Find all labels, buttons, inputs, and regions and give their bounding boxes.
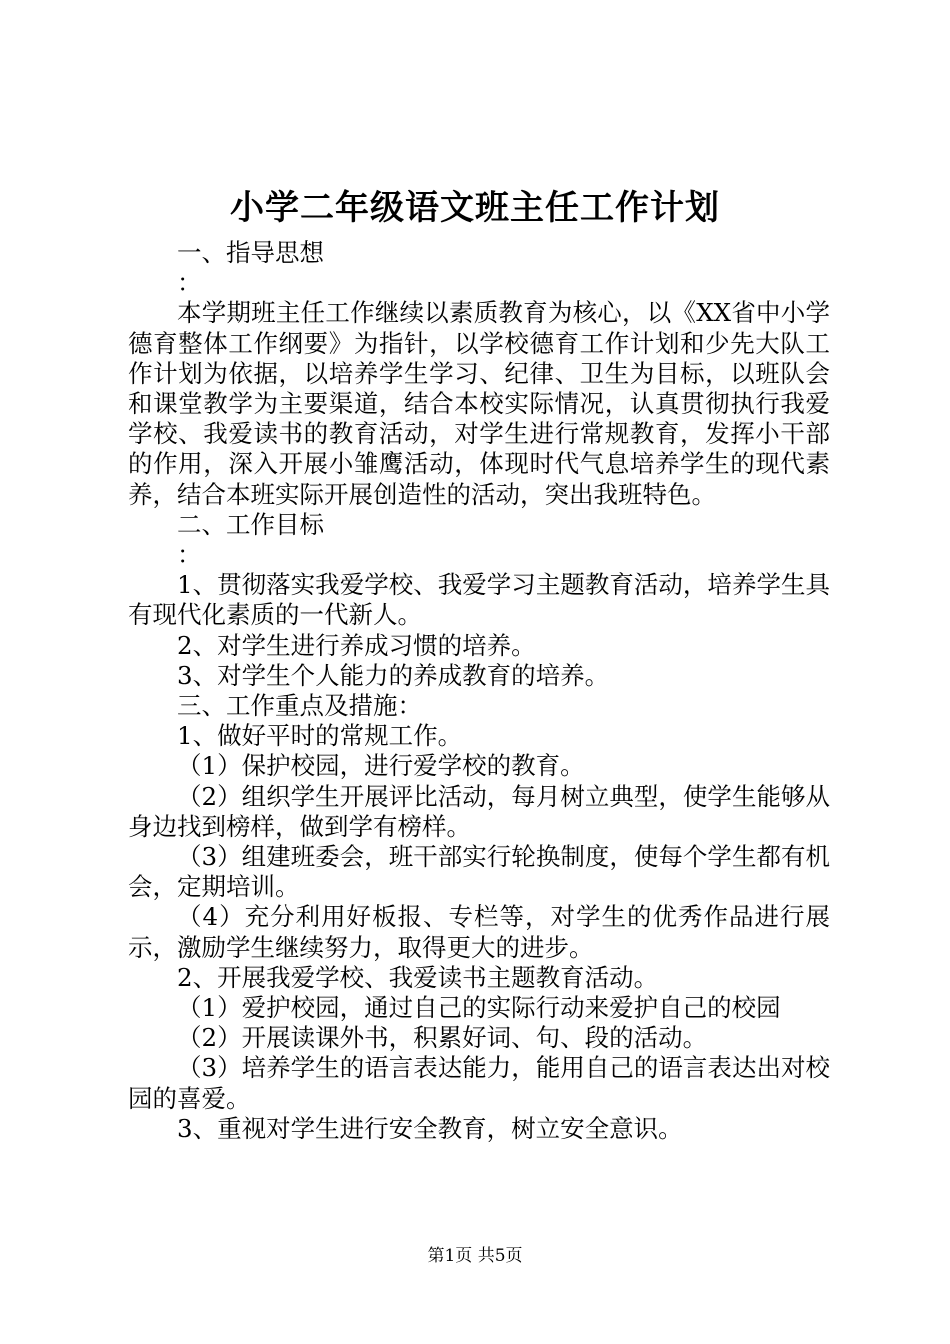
goal-item: 2、对学生进行养成习惯的培养。 <box>177 630 536 660</box>
measure-subitem: （4）充分利用好板报、专栏等，对学生的优秀作品进行展示，激励学生继续努力，取得更大的进步。 <box>128 902 830 962</box>
measure-subitem: （3）组建班委会，班干部实行轮换制度，使每个学生都有机会，定期培训。 <box>128 842 830 902</box>
goal-item: 1、贯彻落实我爱学校、我爱学习主题教育活动，培养学生具有现代化素质的一代新人。 <box>128 570 830 630</box>
colon-line: ： <box>177 540 202 570</box>
measure-subitem: （2）组织学生开展评比活动，每月树立典型，使学生能够从身边找到榜样，做到学有榜样。 <box>128 781 830 841</box>
page-footer: 第1页 共5页 <box>427 1246 523 1266</box>
section-heading-key-points: 三、工作重点及措施： <box>177 691 422 721</box>
goal-item: 3、对学生个人能力的养成教育的培养。 <box>177 660 610 690</box>
section-heading-work-goals: 二、工作目标 <box>177 509 324 539</box>
measure-subitem: （3）培养学生的语言表达能力，能用自己的语言表达出对校园的喜爱。 <box>128 1053 830 1113</box>
paragraph-guiding-ideology: 本学期班主任工作继续以素质教育为核心，以《XX省中小学德育整体工作纲要》为指针，以学校德育工作计划和少先大队工作计划为依据，以培养学生学习、纪律、卫生为目标，以班队会和课堂教学为主要渠道，结合本校实际情况，认真贯彻执行我爱学校、我爱读书的教育活动，对学生进行常规教育，发挥小干部的作用，深入开展小雏鹰活动，体现时代气息培养学生的现代素养，结合本班实际开展创造性的活动，突出我班特色。 <box>128 298 830 509</box>
measure-item: 1、做好平时的常规工作。 <box>177 721 463 751</box>
measure-subitem: （1）爱护校园，通过自己的实际行动来爱护自己的校园 <box>177 993 781 1023</box>
measure-subitem: （2）开展读课外书，积累好词、句、段的活动。 <box>177 1023 708 1053</box>
measure-item: 2、开展我爱学校、我爱读书主题教育活动。 <box>177 962 659 992</box>
measure-subitem: （1）保护校园，进行爱学校的教育。 <box>177 751 585 781</box>
measure-item: 3、重视对学生进行安全教育，树立安全意识。 <box>177 1113 683 1143</box>
document-title: 小学二年级语文班主任工作计划 <box>230 188 720 228</box>
colon-line: ： <box>177 268 202 298</box>
document-body <box>128 238 830 1144</box>
section-heading-guiding-ideology: 一、指导思想 <box>177 238 324 267</box>
